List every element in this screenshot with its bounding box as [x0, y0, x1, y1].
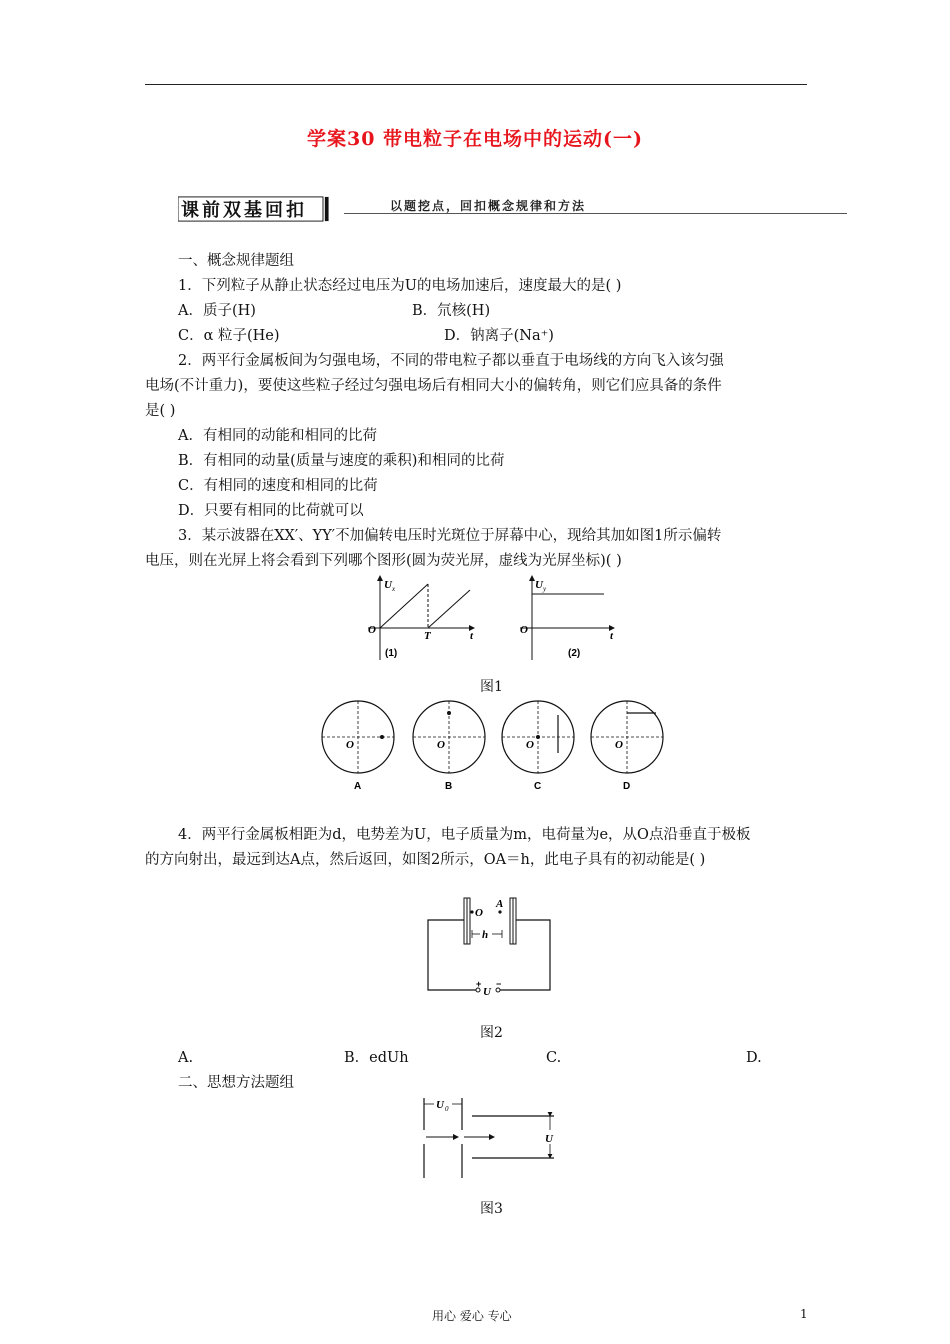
screen-c [502, 701, 574, 792]
fig2-minus: − [496, 979, 502, 989]
q1-option-c: C．α 粒子(He) [178, 328, 280, 344]
graph2-tag: (2) [568, 648, 581, 659]
graph1-ylabel: U [384, 579, 392, 591]
page-title: 学案30 带电粒子在电场中的运动(一) [306, 128, 644, 150]
screen-c-label: C [534, 781, 542, 792]
screen-a-label: A [354, 781, 362, 792]
screen-d-origin: O [615, 739, 623, 751]
q4-option-a: A. [178, 1050, 194, 1066]
graph-2 [520, 576, 614, 660]
q1-option-b: B．氘核(H) [412, 303, 491, 319]
graph1-tag: (1) [385, 648, 398, 659]
graph2-ylabel: U [535, 579, 543, 591]
q2-option-d: D．只要有相同的比荷就可以 [178, 503, 364, 519]
fig2-a-label: A [496, 898, 504, 910]
section-heading-1: 一、概念规律题组 [178, 253, 294, 269]
banner-line [344, 213, 847, 214]
screen-a [322, 701, 394, 792]
fig2-plus: + [476, 979, 482, 989]
figure-1-graphs [360, 572, 640, 668]
graph2-ysub: y [543, 585, 547, 593]
q4-stem-line2: 的方向射出，最远到达A点，然后返回，如图2所示，OA＝h，此电子具有的初动能是( ) [145, 852, 706, 868]
screen-b [413, 701, 485, 792]
q3-stem-line2: 电压，则在光屏上将会看到下列哪个图形(圆为荧光屏，虚线为光屏坐标)( ) [145, 553, 622, 569]
q1-option-a: A．质子(H) [178, 303, 256, 319]
fig3-u0-sub: 0 [445, 1105, 449, 1113]
q1-option-d: D．钠离子(Na⁺) [444, 328, 554, 344]
q4-stem-line1: 4．两平行金属板相距为d，电势差为U，电子质量为m，电荷量为e，从O点沿垂直于极板 [178, 827, 751, 843]
q2-stem-line3: 是( ) [145, 403, 176, 419]
q4-option-d: D. [746, 1050, 762, 1066]
screen-a-origin: O [346, 739, 354, 751]
q2-stem-line1: 2．两平行金属板间为匀强电场，不同的带电粒子都以垂直于电场线的方向飞入该匀强 [178, 353, 724, 369]
graph1-xlabel: t [470, 630, 474, 642]
top-rule [145, 84, 807, 85]
figure-2-circuit [420, 892, 560, 1002]
screen-b-label: B [445, 781, 453, 792]
fig3-u-label: U [545, 1133, 553, 1145]
figure-1-caption: 图1 [480, 679, 503, 695]
figure-2-caption: 图2 [480, 1025, 503, 1041]
fig2-h-label: h [482, 929, 489, 941]
screen-b-origin: O [437, 739, 445, 751]
q4-option-c: C. [546, 1050, 562, 1066]
page-number: 1 [800, 1307, 808, 1321]
q2-option-a: A．有相同的动能和相同的比荷 [178, 428, 377, 444]
graph1-ysub: x [392, 585, 396, 593]
screen-d [591, 701, 663, 792]
figure-3-caption: 图3 [480, 1201, 503, 1217]
graph1-t-mark: T [424, 630, 431, 642]
fig3-u0-label: U [436, 1099, 444, 1111]
banner-label: 课前双基回扣 [181, 200, 307, 221]
banner-subtitle: 以题挖点，回扣概念规律和方法 [390, 199, 587, 213]
q3-stem-line1: 3．某示波器在XX′、YY′不加偏转电压时光斑位于屏幕中心，现给其加如图1所示偏转 [178, 528, 722, 544]
q1-stem: 1．下列粒子从静止状态经过电压为U的电场加速后，速度最大的是( ) [178, 278, 622, 294]
screen-c-origin: O [526, 739, 534, 751]
fig2-o-label: O [475, 907, 483, 919]
graph1-origin: O [368, 624, 376, 636]
q2-option-b: B．有相同的动量(质量与速度的乘积)和相同的比荷 [178, 453, 505, 469]
graph2-xlabel: t [610, 630, 614, 642]
figure-1-screens [312, 697, 672, 793]
screen-d-label: D [623, 781, 631, 792]
q2-option-c: C．有相同的速度和相同的比荷 [178, 478, 378, 494]
q2-stem-line2: 电场(不计重力)，要使这些粒子经过匀强电场后有相同大小的偏转角，则它们应具备的条件 [145, 378, 722, 394]
graph2-origin: O [520, 624, 528, 636]
q4-option-b: B．edUh [344, 1050, 409, 1066]
section-heading-2: 二、思想方法题组 [178, 1075, 294, 1091]
graph-1 [368, 576, 474, 660]
figure-3 [414, 1094, 564, 1180]
fig2-u-label: U [483, 986, 491, 998]
footer-text: 用心 爱心 专心 [432, 1309, 512, 1323]
